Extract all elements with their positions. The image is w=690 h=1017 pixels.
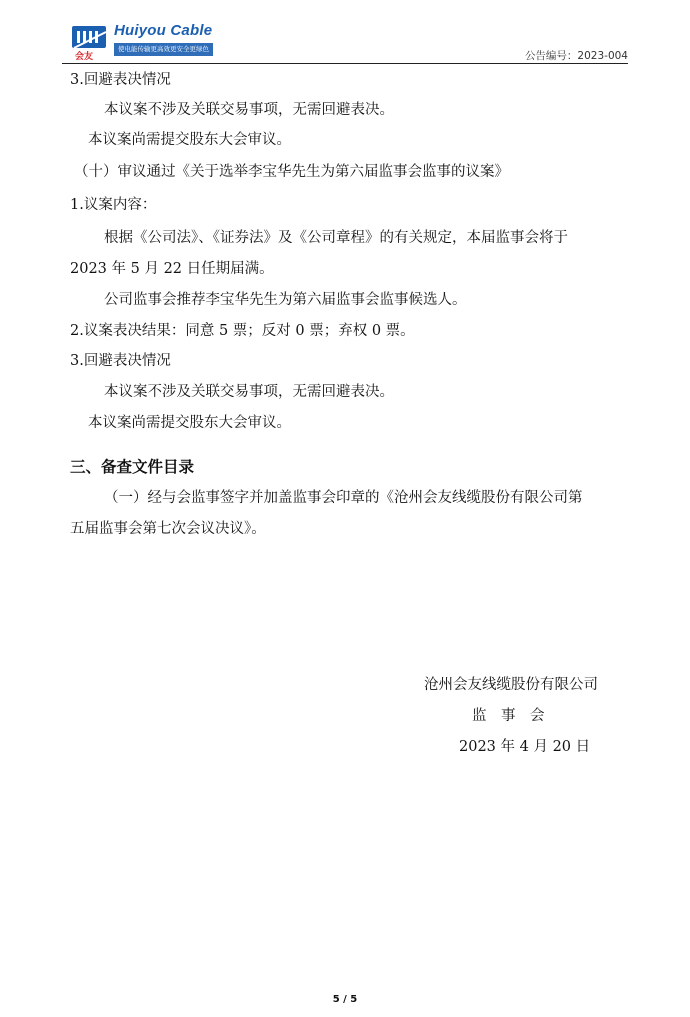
header-divider [62,63,628,64]
signature-company: 沧州会友线缆股份有限公司 [424,677,598,693]
company-logo [70,22,225,60]
page-number: 5 / 5 [332,994,358,1005]
motion-content-paragraph: 根据《公司法》、《证券法》及《公司章程》的有关规定，本届监事会将于 [104,230,568,246]
vote-result: 2.议案表决结果：同意 5 票；反对 0 票；弃权 0 票。 [70,323,415,339]
submit-text: 本议案尚需提交股东大会审议。 [88,132,291,148]
recusal-text: 本议案不涉及关联交易事项，无需回避表决。 [104,384,394,400]
document-list-item: （一）经与会监事签字并加盖监事会印章的《沧州会友线缆股份有限公司第 [104,490,583,506]
recusal-title: 3.回避表决情况 [70,72,171,88]
page-header [62,18,628,64]
logo-english-text: Huiyou Cable [114,22,213,39]
motion-content-paragraph-cont: 2023 年 5 月 22 日任期届满。 [70,261,274,277]
signature-date: 2023 年 4 月 20 日 [459,739,591,755]
recusal-text: 本议案不涉及关联交易事项，无需回避表决。 [104,102,394,118]
logo-slogan: 使电能传输更高效更安全更绿色 [114,43,213,56]
submit-text: 本议案尚需提交股东大会审议。 [88,415,291,431]
motion-content-title: 1.议案内容： [70,197,157,213]
section-heading: 三、备查文件目录 [70,458,195,476]
recusal-title: 3.回避表决情况 [70,353,171,369]
announcement-number: 公告编号：2023-004 [524,50,628,62]
signature-board: 监 事 会 [472,708,545,724]
motion-10-title: （十）审议通过《关于选举李宝华先生为第六届监事会监事的议案》 [74,164,509,180]
document-list-item-cont: 五届监事会第七次会议决议》。 [70,521,266,537]
motion-candidate-text: 公司监事会推荐李宝华先生为第六届监事会监事候选人。 [104,292,467,308]
logo-chinese-text: 会友 [75,52,94,62]
